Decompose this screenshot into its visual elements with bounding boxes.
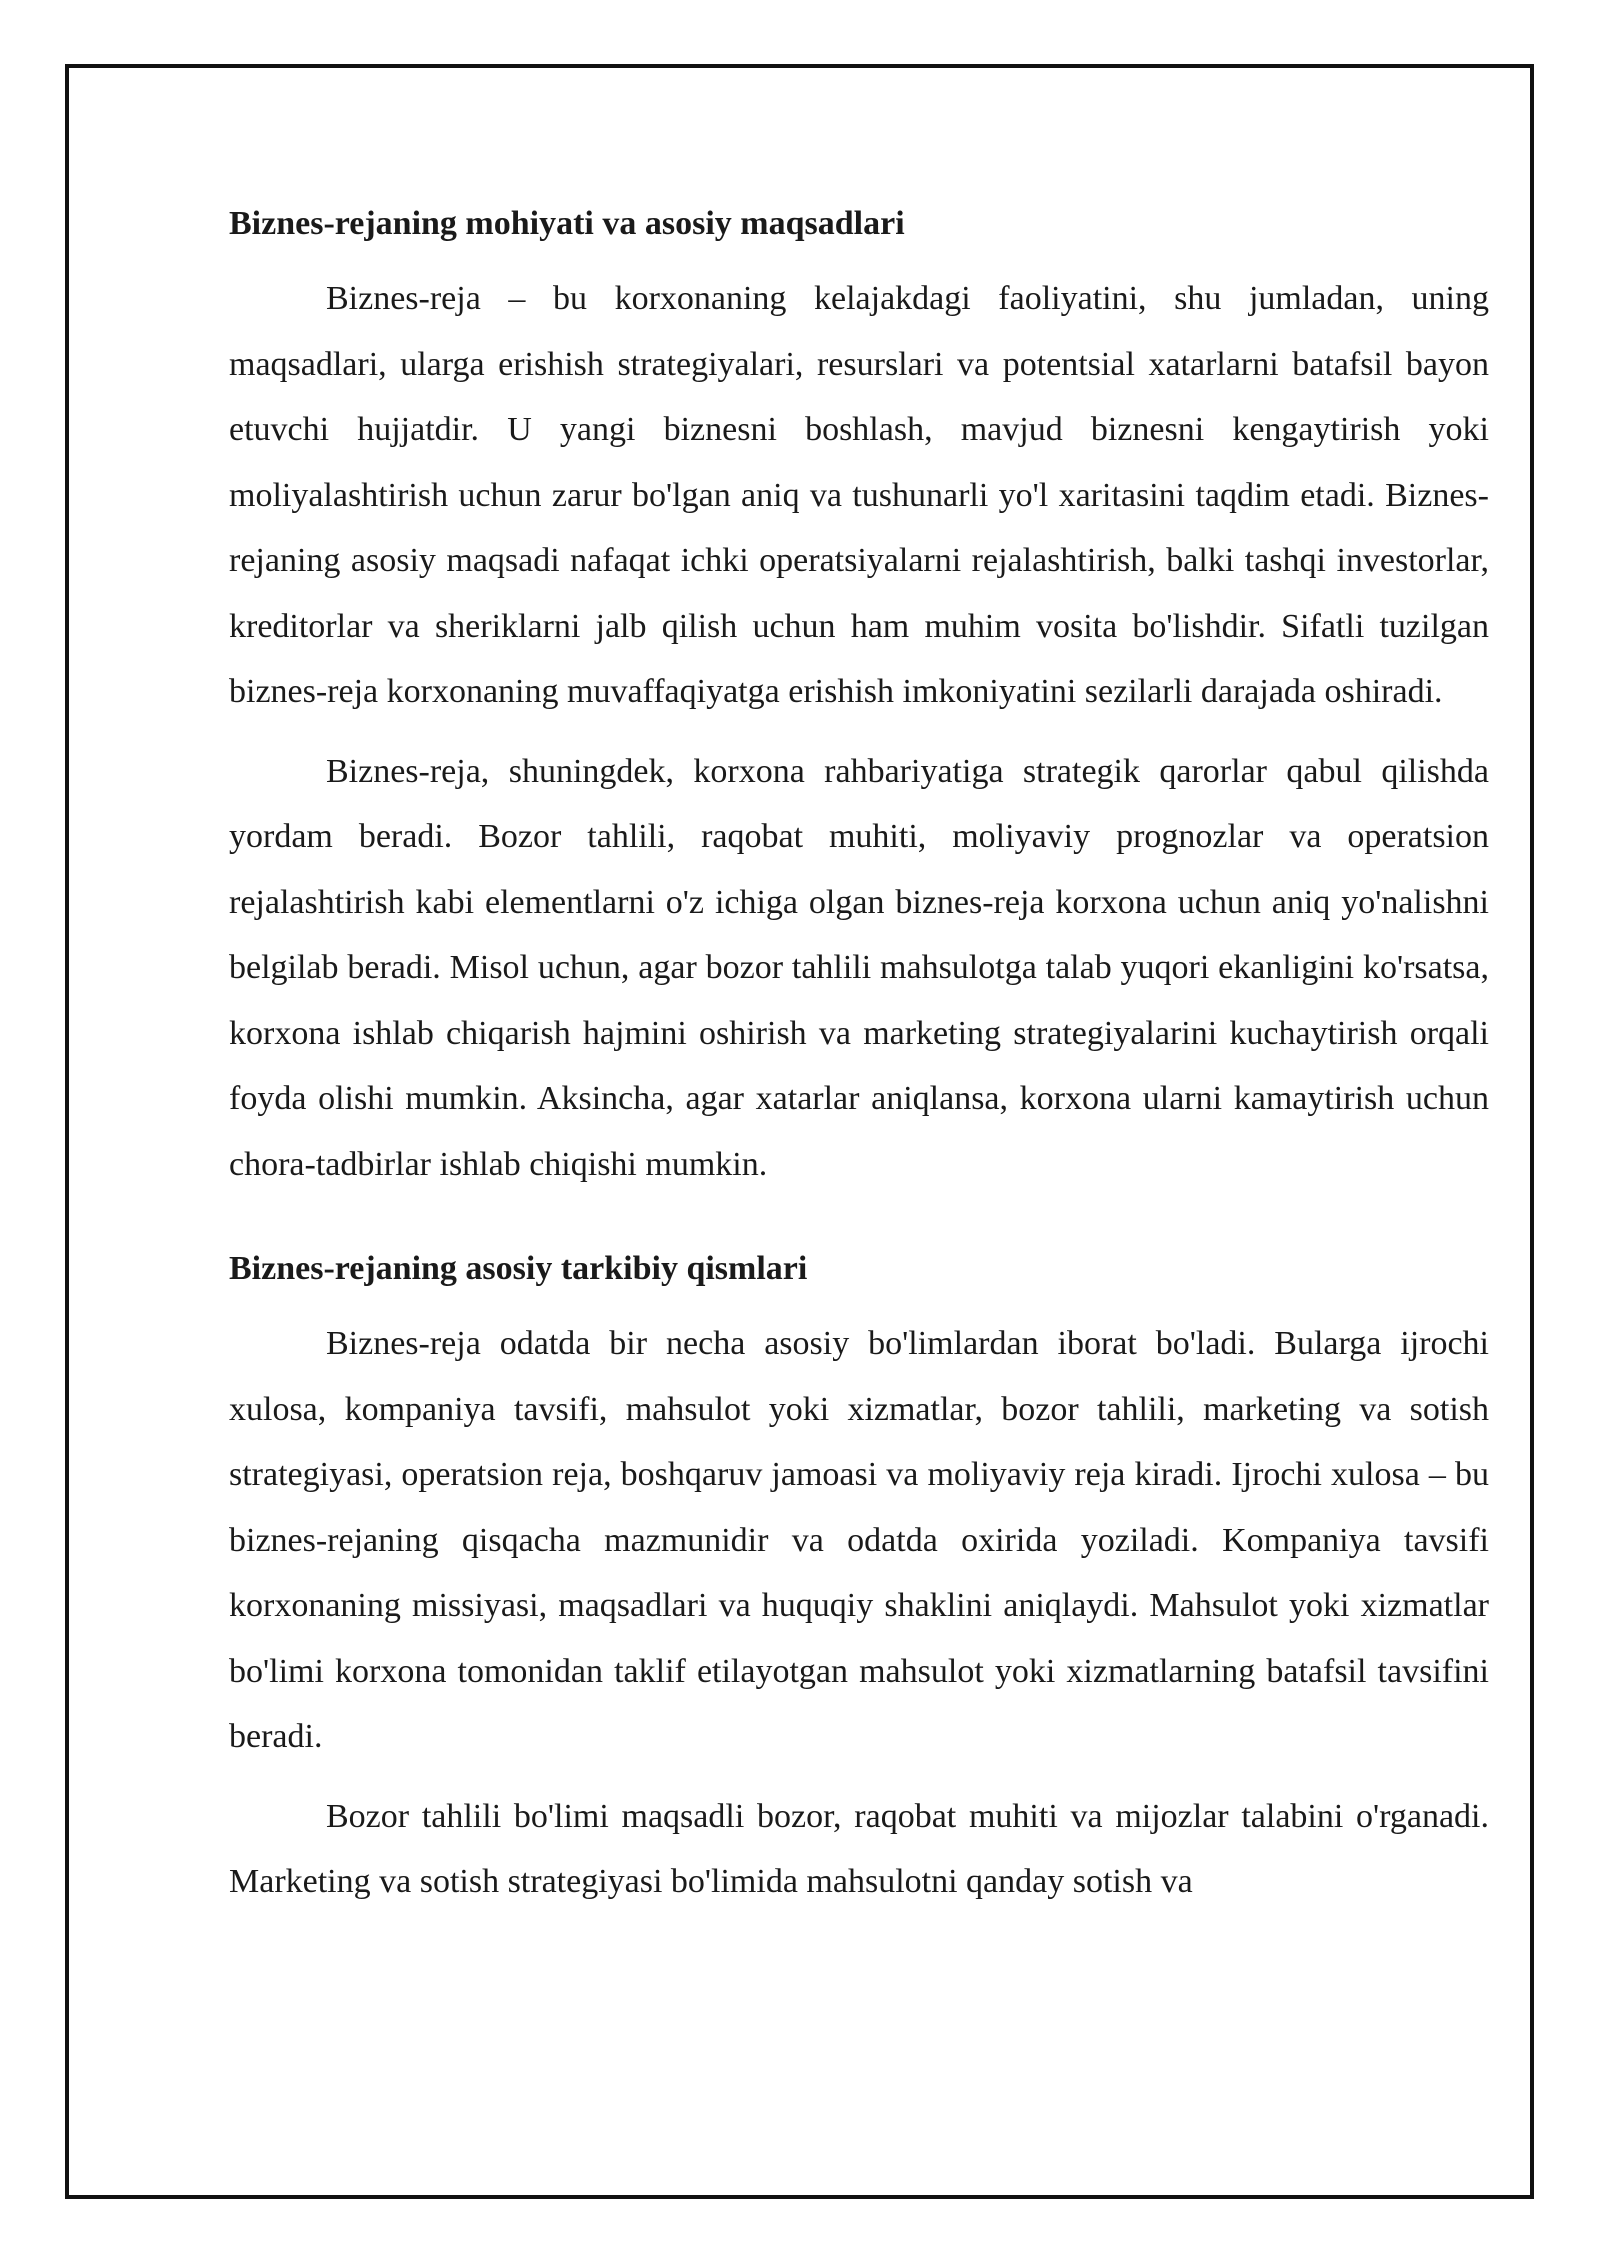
- section-components: [229, 1241, 1489, 1915]
- document-body: [229, 196, 1489, 1929]
- paragraph: Biznes-reja, shuningdek, korxona rahbariyatiga strategik qarorlar qabul qilishda yordam beradi. Bozor tahlili, raqobat muhiti, moliyaviy prognozlar va operatsion rejalashtirish kabi elementlarni o'z ichiga olgan biznes-reja korxona uchun aniq yo'nalishni belgilab beradi. Misol uchun, agar bozor tahlili mahsulotga talab yuqori ekanligini ko'rsatsa, korxona ishlab chiqarish hajmini oshirish va marketing strategiyalarini kuchaytirish orqali foyda olishi mumkin. Aksincha, agar xatarlar aniqlansa, korxona ularni kamaytirish uchun chora-tadbirlar ishlab chiqishi mumkin.: [229, 752, 1489, 1183]
- section-heading: Biznes-rejaning asosiy tarkibiy qismlari: [229, 1250, 808, 1287]
- section-heading: Biznes-rejaning mohiyati va asosiy maqsadlari: [229, 205, 905, 242]
- paragraph: Biznes-reja – bu korxonaning kelajakdagi faoliyatini, shu jumladan, uning maqsadlari, ularga erishish strategiyalari, resurslari va potentsial xatarlarni batafsil bayon etuvchi hujjatdir. U yangi biznesni boshlash, mavjud biznesni kengaytirish yoki moliyalashtirish uchun zarur bo'lgan aniq va tushunarli yo'l xaritasini taqdim etadi. Biznes-rejaning asosiy maqsadi nafaqat ichki operatsiyalarni rejalashtirish, balki tashqi investorlar, kreditorlar va sheriklarni jalb qilish uchun ham muhim vosita bo'lishdir. Sifatli tuzilgan biznes-reja korxonaning muvaffaqiyatga erishish imkoniyatini sezilarli darajada oshiradi.: [229, 280, 1489, 710]
- paragraph: Bozor tahlili bo'limi maqsadli bozor, raqobat muhiti va mijozlar talabini o'rganadi. Marketing va sotish strategiyasi bo'limida mahsulotni qanday sotish va: [229, 1797, 1489, 1900]
- paragraph: Biznes-reja odatda bir necha asosiy bo'limlardan iborat bo'ladi. Bularga ijrochi xulosa, kompaniya tavsifi, mahsulot yoki xizmatlar, bozor tahlili, marketing va sotish strategiyasi, operatsion reja, boshqaruv jamoasi va moliyaviy reja kiradi. Ijrochi xulosa – bu biznes-rejaning qisqacha mazmunidir va odatda oxirida yoziladi. Kompaniya tavsifi korxonaning missiyasi, maqsadlari va huquqiy shaklini aniqlaydi. Mahsulot yoki xizmatlar bo'limi korxona tomonidan taklif etilayotgan mahsulot yoki xizmatlarning batafsil tavsifini beradi.: [229, 1325, 1489, 1755]
- section-essence: [229, 196, 1489, 1197]
